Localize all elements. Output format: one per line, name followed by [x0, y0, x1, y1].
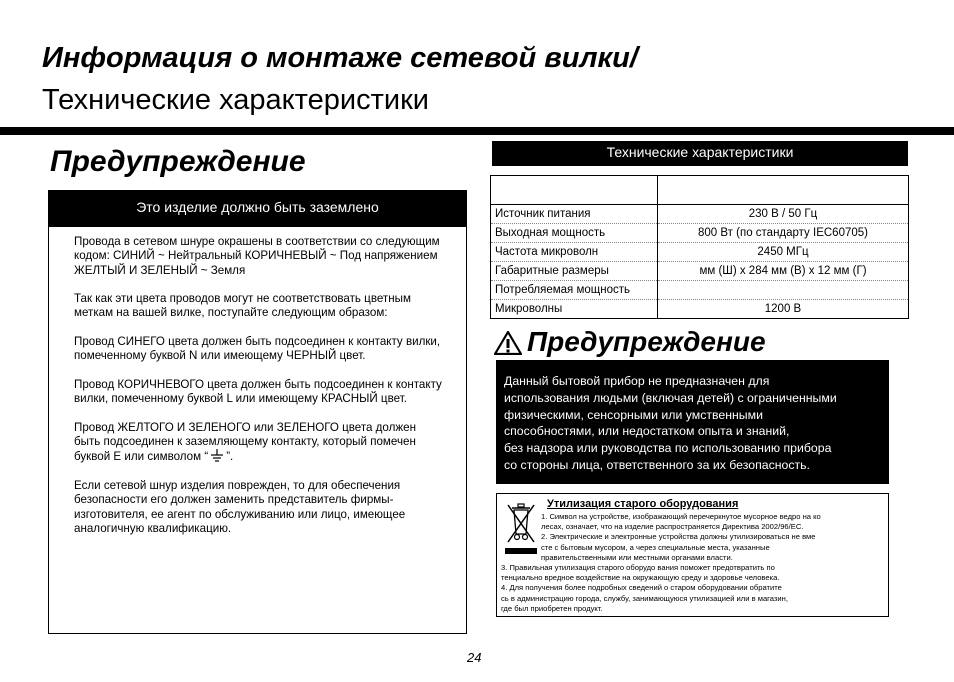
page-subtitle: Технические характеристики: [42, 84, 429, 116]
warning-triangle-icon: [494, 331, 522, 355]
disposal-line: 1. Символ на устройстве, изображающий перечеркнутое мусорное ведро на ко: [541, 512, 821, 521]
specs-header-cell: [658, 176, 909, 205]
spec-label: Габаритные размеры: [491, 262, 658, 281]
specs-table: [490, 175, 909, 319]
paragraph-intro: Так как эти цвета проводов могут не соответствовать цветным меткам на вашей вилке, поступайте следующим образом:: [74, 292, 411, 320]
spec-value: 800 Вт (по стандарту IEC60705): [658, 224, 909, 243]
table-row: [491, 224, 909, 243]
paragraph-cord-replacement: Если сетевой шнур изделия поврежден, то для обеспечения безопасности его должен заменить представитель фирмы-изготовителя, ее агент по обслуживанию или лицо, имеющее аналогичную квалификацию.: [74, 479, 406, 535]
warning2-heading-text: Предупреждение: [527, 326, 766, 357]
grounding-box-body: [49, 227, 466, 536]
disposal-line: 3. Правильная утилизация старого оборудо вания поможет предотвратить по: [501, 563, 775, 573]
spec-label: Микроволны: [491, 300, 658, 319]
spec-value: 1200 В: [658, 300, 909, 319]
paragraph-color-code: Провода в сетевом шнуре окрашены в соответствии со следующим кодом: СИНИЙ ~ Нейтральный КОРИЧНЕВЫЙ ~ Под напряжением ЖЕЛТЫЙ И ЗЕЛЕНЫЙ ~ Земля: [74, 235, 440, 277]
specs-header-cell: [491, 176, 658, 205]
header-rule: [0, 127, 954, 135]
table-row: [491, 205, 909, 224]
paragraph-brown: Провод КОРИЧНЕВОГО цвета должен быть подсоединен к контакту вилки, помеченному буквой L или имеющему КРАСНЫЙ цвет.: [74, 377, 442, 406]
disposal-line: 2. Электрические и электронные устройства должны утилизироваться не вме: [541, 532, 816, 542]
usage-warning-line: способностями, или недостатком опыта и знаний,: [504, 424, 790, 439]
spec-label: Частота микроволн: [491, 243, 658, 262]
disposal-box: [496, 493, 889, 617]
paragraph-green-yellow: [74, 421, 442, 465]
disposal-line: правительственными или местными органами власти.: [541, 552, 733, 562]
spec-label: Потребляемая мощность: [491, 281, 658, 300]
usage-warning-line: физическими, сенсорными или умственными: [504, 407, 763, 422]
page-number: 24: [467, 650, 482, 665]
table-row: [491, 262, 909, 281]
specs-title: Технические характеристики: [492, 141, 908, 166]
paragraph-green-yellow-end: ”.: [226, 450, 234, 464]
usage-warning-line: без надзора или руководства по использованию прибора: [504, 441, 832, 456]
disposal-line: тенциально вредное воздействие на окружающую среду и здоровье человека.: [501, 573, 780, 583]
warning-heading: Предупреждение: [50, 145, 306, 178]
spec-label: Источник питания: [491, 205, 658, 224]
spec-value: мм (Ш) x 284 мм (В) x 12 мм (Г): [658, 262, 909, 281]
usage-warning-line: Данный бытовой прибор не предназначен для: [504, 374, 770, 388]
spec-value: 230 В / 50 Гц: [658, 205, 909, 224]
disposal-line: 4. Для получения более подробных сведений о старом оборудовании обратите: [501, 583, 782, 593]
disposal-line: где был приобретен продукт.: [501, 603, 603, 613]
grounding-box: [48, 190, 467, 634]
spec-label: Выходная мощность: [491, 224, 658, 243]
disposal-line: сте с бытовым мусором, а через специальные места, указанные: [541, 542, 770, 552]
table-row: [491, 243, 909, 262]
paragraph-blue: Провод СИНЕГО цвета должен быть подсоединен к контакту вилки, помеченному буквой N или имеющему ЧЕРНЫЙ цвет.: [74, 335, 441, 363]
table-row: [491, 281, 909, 300]
spec-value: [658, 281, 909, 300]
page-title: Информация о монтаже сетевой вилки/: [42, 42, 638, 74]
usage-warning-line: со стороны лица, ответственного за их безопасность.: [504, 457, 810, 472]
disposal-line: лесах, означает, что на изделие распространяется Директива 2002/96/EC.: [541, 522, 804, 532]
grounding-box-title: Это изделие должно быть заземлено: [49, 191, 466, 227]
usage-warning-box: [496, 360, 889, 484]
disposal-list: [501, 512, 821, 614]
spec-value: 2450 МГц: [658, 243, 909, 262]
disposal-title: Утилизация старого оборудования: [547, 498, 739, 510]
usage-warning-line: использования людьми (включая детей) с ограниченными: [504, 390, 837, 405]
table-row: [491, 300, 909, 319]
specs-header-row: [491, 176, 909, 205]
paragraph-green-yellow-text: Провод ЖЕЛТОГО И ЗЕЛЕНОГО или ЗЕЛЕНОГО цвета должен быть подсоединен к заземляющему контакту, который помечен буквой E или символом “: [74, 420, 416, 464]
ground-symbol-icon: [210, 449, 224, 462]
disposal-line: сь в администрацию города, службу, занимающуюся утилизацией или в магазин,: [501, 593, 788, 603]
